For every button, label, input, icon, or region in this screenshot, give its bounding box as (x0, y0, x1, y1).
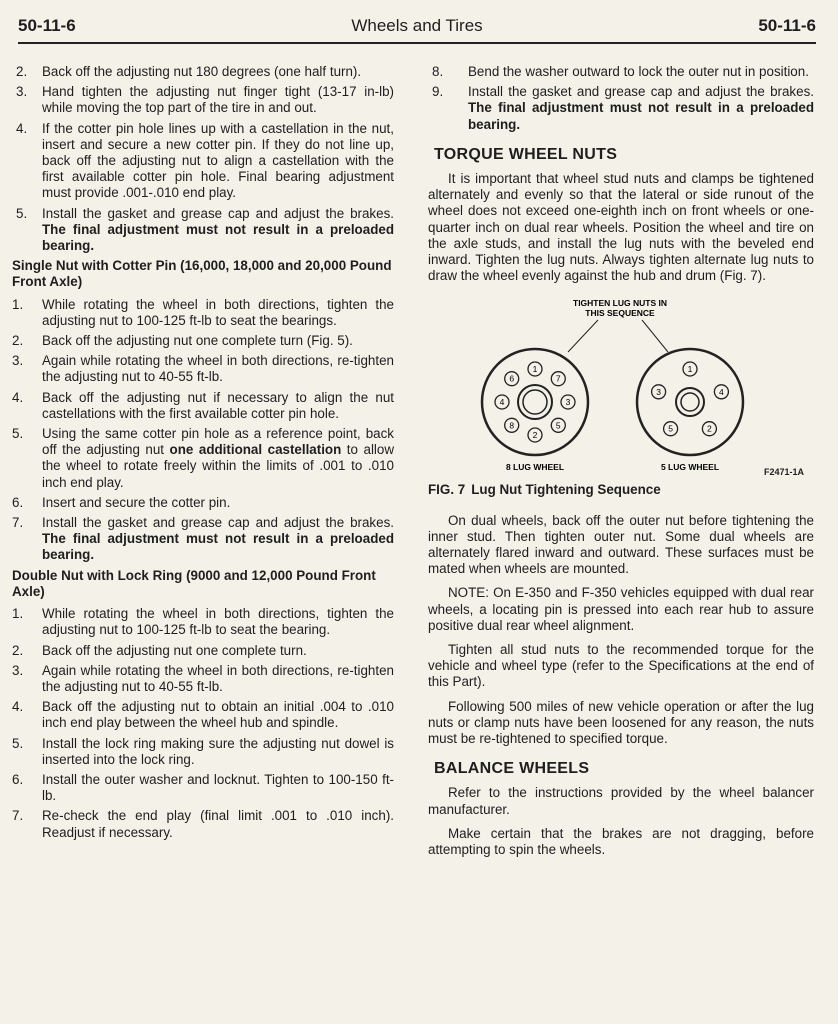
step-text: Insert and secure the cotter pin. (42, 494, 231, 510)
paragraph: It is important that wheel stud nuts and clamps be tightened alternately and evenly so that the lateral or side runout of the wheel does not exceed one-eighth inch on front wheels or one-quarter inch on dual rear wheels. Position the wheel and tire on the axle studs, and install the lug nuts with the beveled end inward. Tighten the lug nuts. Always tighten alternate lug nuts to draw the wheel evenly against the hub and drum (Fig. 7). (428, 171, 814, 284)
step-text: Hand tighten the adjusting nut finger tight (13-17 in-lb) while moving the top part of the tire in and out. (42, 84, 394, 116)
step-number: 4. (12, 699, 24, 715)
step-number: 1. (12, 606, 24, 622)
step-text: Back off the adjusting nut one complete turn. (42, 642, 307, 658)
figure-code: F2471-1A (763, 467, 804, 478)
step-number: 9. (432, 84, 444, 100)
step-number: 4. (12, 389, 24, 405)
step-number: 3. (12, 662, 24, 678)
figure-caption (428, 482, 814, 498)
step-number: 3. (16, 84, 28, 100)
list-item (12, 736, 394, 768)
right-column (428, 64, 814, 866)
list-item (12, 84, 394, 116)
wheel-hub-inner (681, 393, 699, 411)
eight-lug-wheel (482, 349, 588, 455)
step-number: 7. (12, 808, 24, 824)
list-item (428, 64, 814, 80)
list-item (12, 333, 394, 349)
list-item (12, 699, 394, 731)
step-text: Back off the adjusting nut 180 degrees (one half turn). (42, 64, 362, 79)
figure-lug-nut-sequence (428, 292, 814, 478)
step-text: Back off the adjusting nut to obtain an initial .004 to .010 inch end play between the wheel hub and spindle. (42, 699, 394, 731)
step-text: Install the gasket and grease cap and adjust the brakes. The final adjustment must not result in a preloaded bearing. (42, 515, 394, 563)
warning-text: The final adjustment must not result in a preloaded bearing. (468, 100, 814, 132)
list-item (12, 206, 394, 255)
list-item (12, 64, 394, 80)
list-item (12, 390, 394, 422)
step-number: 6. (12, 494, 24, 510)
list-item (12, 297, 394, 329)
list-item (12, 772, 394, 804)
section-subheading: Double Nut with Lock Ring (9000 and 12,000 Pound Front Axle) (12, 567, 376, 599)
step-text: While rotating the wheel in both directions, tighten the adjusting nut to 100-125 ft-lb to seat the bearing. (42, 606, 394, 638)
lug-nut-number: 2 (532, 430, 538, 441)
step-number: 8. (432, 64, 444, 79)
lug-wheel-diagram (428, 292, 814, 474)
lug-nut-number: 5 (668, 424, 673, 435)
lug-nut-number: 4 (499, 397, 505, 408)
step-number: 2. (12, 642, 24, 658)
lug-nut-number: 7 (555, 374, 561, 385)
step-text: Install the outer washer and locknut. Tighten to 100-150 ft-lb. (42, 771, 394, 804)
step-text: Bend the washer outward to lock the outer nut in position. (468, 64, 809, 79)
page-number-right: 50-11-6 (758, 16, 816, 35)
step-text: Install the lock ring making sure the adjusting nut dowel is inserted into the lock ring. (42, 735, 394, 767)
figure-number: FIG. 7 (428, 482, 466, 498)
step-text: Again while rotating the wheel in both directions, re-tighten the adjusting nut to 40-55 ft-lb. (42, 353, 394, 385)
page-number-left: 50-11-6 (18, 16, 76, 35)
wheel8-label: 8 LUG WHEEL (505, 462, 565, 473)
left-column (12, 64, 394, 845)
step-text: If the cotter pin hole lines up with a castellation in the nut, insert and secure a new cotter pin. If they do not line up, back off the adjusting nut to align a castellation with the first available cotter pin hole. Final bearing adjustment must provide .001-.010 end play. (42, 120, 394, 201)
list-item (12, 495, 394, 511)
figure-title: Lug Nut Tightening Sequence (471, 482, 661, 498)
page-title: Wheels and Tires (351, 16, 483, 35)
step-text: Re-check the end play (final limit .001 to .010 inch). Readjust if necessary. (42, 808, 394, 840)
paragraph: On dual wheels, back off the outer nut before tightening the inner stud. Then tighten outer nut. Some dual wheels are alternately flared inward and outward. These surfaces must be mated when wheels are mounted. (428, 512, 814, 577)
step-number: 7. (12, 515, 24, 531)
lug-nuts-5 (652, 362, 729, 436)
section-subheading: Single Nut with Cotter Pin (16,000, 18,000 and 20,000 Pound Front Axle) (12, 258, 392, 290)
lug-nuts-8 (495, 362, 575, 442)
list-item (12, 426, 394, 491)
step-text: Back off the adjusting nut one complete turn (Fig. 5). (42, 333, 353, 349)
list-item (12, 606, 394, 638)
lug-nut-number: 4 (719, 387, 724, 398)
step-number: 1. (12, 296, 24, 312)
wheel5-label: 5 LUG WHEEL (660, 462, 720, 473)
lug-nut-number: 2 (707, 424, 712, 435)
diagram-instruction-line2: THIS SEQUENCE (585, 308, 655, 319)
step-text: While rotating the wheel in both directions, tighten the adjusting nut to 100-125 ft-lb to seat the bearings. (42, 296, 394, 328)
diagram-instruction-line1: TIGHTEN LUG NUTS IN (573, 298, 667, 309)
list-item (12, 353, 394, 385)
lug-nut-number: 1 (532, 364, 538, 375)
lug-nut-number: 3 (565, 397, 571, 408)
single-nut-steps (12, 297, 394, 564)
lug-nut-number: 6 (509, 374, 515, 385)
lug-nut-number: 5 (555, 420, 561, 431)
step-number: 6. (12, 771, 24, 787)
warning-text: The final adjustment must not result in a preloaded bearing. (42, 221, 394, 254)
step-number: 3. (12, 353, 24, 369)
lug-nut-number: 1 (687, 364, 693, 375)
wheel-hub (676, 388, 704, 416)
list-item (12, 515, 394, 564)
wheel-hub-inner (523, 390, 547, 414)
step-text: Install the gasket and grease cap and adjust the brakes. The final adjustment must not result in a preloaded bearing. (42, 205, 394, 254)
page-header (18, 12, 816, 44)
lug-nut-number: 8 (509, 420, 515, 431)
step-number: 4. (16, 120, 28, 136)
step-number: 5. (12, 735, 24, 751)
step-text: Install the gasket and grease cap and adjust the brakes. The final adjustment must not result in a preloaded bearing. (468, 84, 814, 132)
intro-steps (12, 64, 394, 254)
list-item (12, 808, 394, 840)
step-number: 2. (16, 64, 28, 79)
paragraph: Refer to the instructions provided by the wheel balancer manufacturer. (428, 785, 814, 817)
emphasis-text: one additional castellation (169, 442, 342, 458)
list-item (12, 663, 394, 695)
step-text: Back off the adjusting nut if necessary to align the nut castellations with the first available cotter pin hole. (42, 389, 394, 421)
list-item (12, 121, 394, 202)
step-number: 5. (12, 426, 24, 442)
section-heading-torque: TORQUE WHEEL NUTS (434, 145, 618, 163)
section-heading-balance: BALANCE WHEELS (434, 760, 590, 778)
lug-nut-number: 3 (656, 387, 661, 398)
paragraph: Following 500 miles of new vehicle operation or after the lug nuts or clamp nuts have been loosened for any reason, the nuts must be re-tightened to specified torque. (428, 698, 814, 747)
list-item (12, 643, 394, 659)
step-text: Using the same cotter pin hole as a reference point, back off the adjusting nut one additional castellation to allow the wheel to rotate freely within the limits of .001 to .010 inch end play. (42, 426, 395, 490)
list-item (428, 84, 814, 133)
double-nut-steps (12, 606, 394, 841)
leader-line (642, 320, 668, 352)
paragraph: Make certain that the brakes are not dragging, before attempting to spin the wheels. (428, 825, 814, 858)
step-number: 5. (16, 205, 28, 221)
paragraph: Tighten all stud nuts to the recommended torque for the vehicle and wheel type (refer to the Specifications at the end of this Part). (428, 642, 814, 690)
note-paragraph: NOTE: On E-350 and F-350 vehicles equipped with dual rear wheels, a locating pin is pressed into each rear hub to assure positive dual rear wheel alignment. (428, 585, 814, 633)
step-text: Again while rotating the wheel in both directions, re-tighten the adjusting nut to 40-55 ft-lb. (42, 662, 394, 694)
step-number: 2. (12, 333, 24, 349)
warning-text: The final adjustment must not result in a preloaded bearing. (42, 531, 394, 563)
five-lug-wheel (637, 349, 743, 455)
leader-line (568, 320, 598, 352)
